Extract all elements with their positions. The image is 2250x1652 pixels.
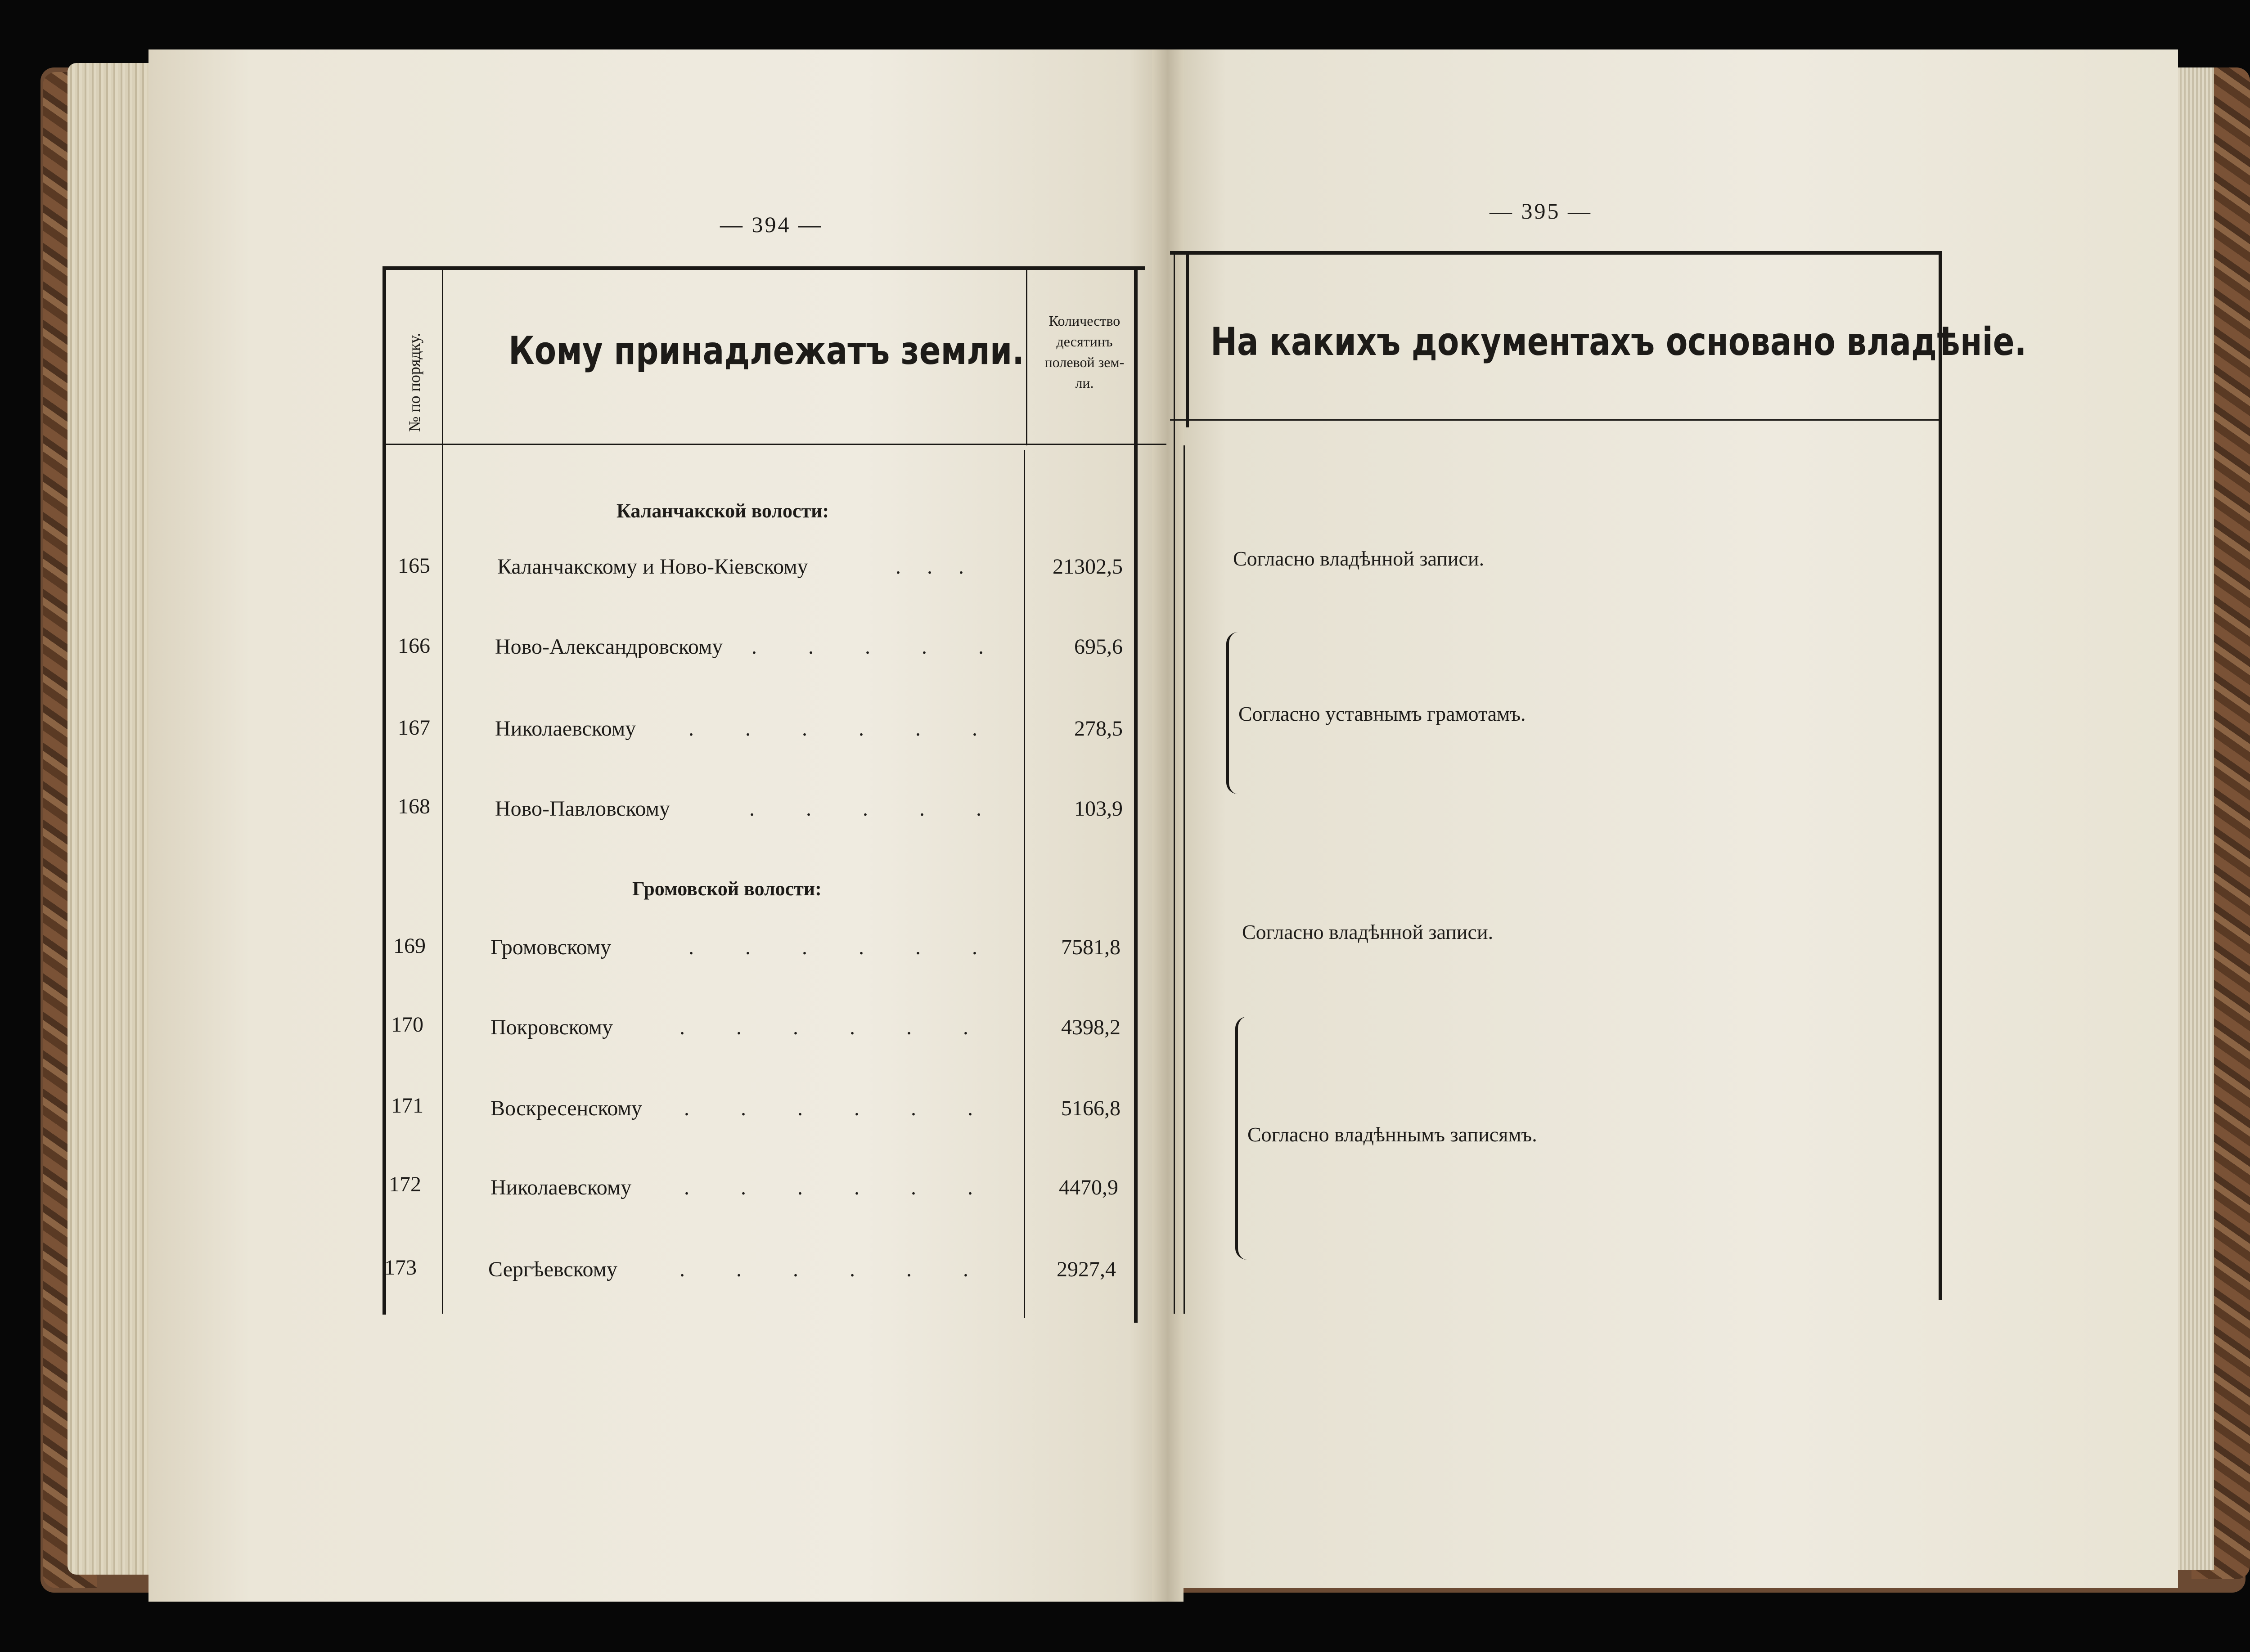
- table-left-border-right: [1174, 252, 1175, 1314]
- table-left-border: [382, 266, 386, 1315]
- header-number: № по порядку.: [405, 332, 423, 432]
- brace-icon: [1226, 632, 1238, 794]
- left-page: [148, 49, 1170, 1602]
- section-title: Каланчакской волости:: [616, 500, 829, 522]
- header-area: Количество десятинъ полевой зем- ли.: [1044, 313, 1125, 391]
- document-entry: Согласно владѣнной записи.: [1233, 547, 1485, 570]
- header-rule-left: [383, 444, 1166, 445]
- right-page: [1166, 49, 2178, 1588]
- col-edge-right-header: [1186, 252, 1189, 427]
- header-documents: На какихъ документахъ основано владѣніе.: [1210, 319, 2027, 364]
- book-gutter: [1152, 49, 1184, 1602]
- page-number-right: — 395 —: [1490, 198, 1592, 224]
- page-edges-left: [68, 63, 162, 1575]
- header-rule-right: [1170, 419, 1942, 421]
- table-top-rule-right: [1170, 251, 1942, 255]
- brace-icon: [1235, 1017, 1247, 1260]
- document-entry: Согласно владѣнной записи.: [1242, 920, 1494, 943]
- document-entry: Согласно владѣннымъ записямъ.: [1247, 1123, 1537, 1146]
- document-entry: Согласно уставнымъ грамотамъ.: [1238, 702, 1526, 725]
- section-title: Громовской волости:: [632, 878, 822, 900]
- table-right-border: [1939, 252, 1942, 1300]
- header-owner: Кому принадлежатъ земли.: [508, 328, 1025, 373]
- col-divider-num: [442, 270, 443, 1314]
- page-number-left: — 394 —: [720, 212, 823, 237]
- col-edge-right: [1184, 445, 1185, 1314]
- table-top-rule-left: [383, 266, 1145, 270]
- page-edges-right: [2174, 67, 2214, 1570]
- table-right-border-left: [1134, 270, 1138, 1323]
